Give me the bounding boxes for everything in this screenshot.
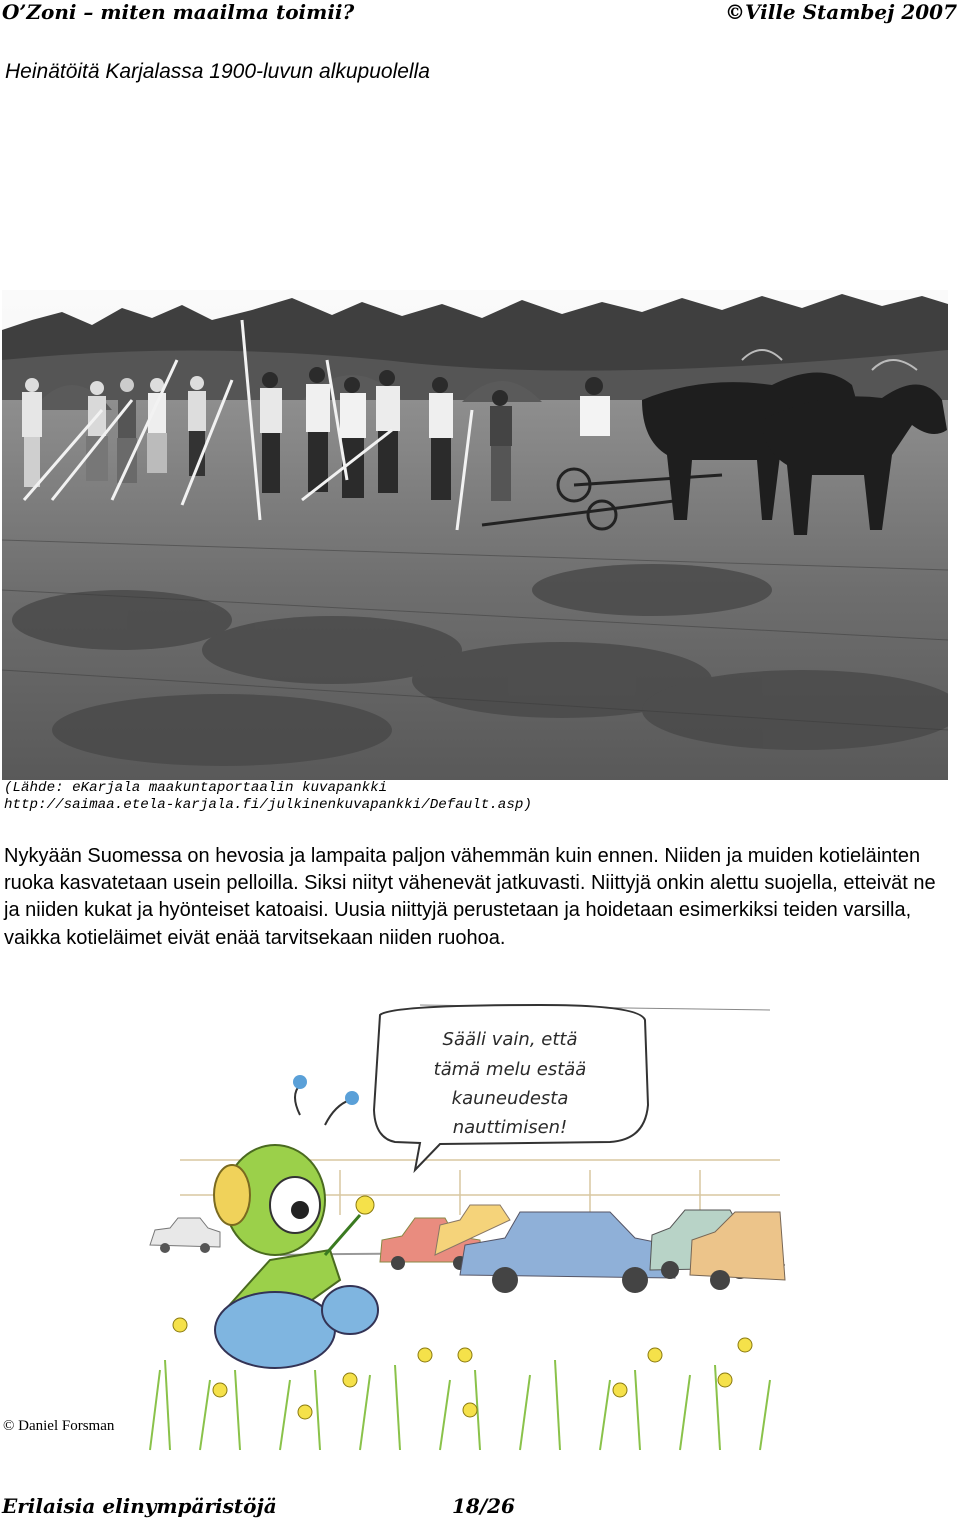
source-url: http://saimaa.etela-karjala.fi/julkinenkuvapankki/Default.asp) (4, 797, 532, 813)
photo-source (4, 780, 532, 814)
alien-character (214, 1075, 378, 1368)
header-copyright: ©Ville Stambej 2007 (724, 0, 957, 24)
photo-caption: Heinätöitä Karjalassa 1900-luvun alkupuolella (5, 60, 430, 83)
car-grey-left (150, 1218, 220, 1253)
bubble-line-3: kauneudesta (451, 1088, 569, 1109)
cartoon-illustration (140, 1000, 790, 1455)
body-paragraph: Nykyään Suomessa on hevosia ja lampaita paljon vähemmän kuin ennen. Niiden ja muiden kotieläinten ruoka kasvatetaan usein pelloilla. Siksi niityt vähenevät jatkuvasti. Niittyjä onkin alettu suojella, etteivät ne ja niiden kukat ja hyönteiset katoaisi. Uusia niittyjä perustetaan ja hoidetaan esimerkiksi teiden varsilla, vaikka kotieläimet eivät enää tarvitsekaan niiden ruohoa. (4, 845, 936, 949)
header-title: O’Zoni – miten maailma toimii? (2, 0, 355, 24)
page-number: 18/26 (452, 1494, 515, 1518)
haymaking-photo (2, 290, 948, 780)
bubble-line-2: tämä melu estää (433, 1059, 587, 1080)
illustration-credit: © Daniel Forsman (3, 1418, 115, 1434)
source-line-1: (Lähde: eKarjala maakuntaportaalin kuvapankki (4, 780, 388, 796)
bubble-line-1: Sääli vain, että (442, 1029, 578, 1050)
bubble-line-4: nauttimisen! (452, 1117, 568, 1138)
footer-title: Erilaisia elinympäristöjä (2, 1494, 277, 1518)
